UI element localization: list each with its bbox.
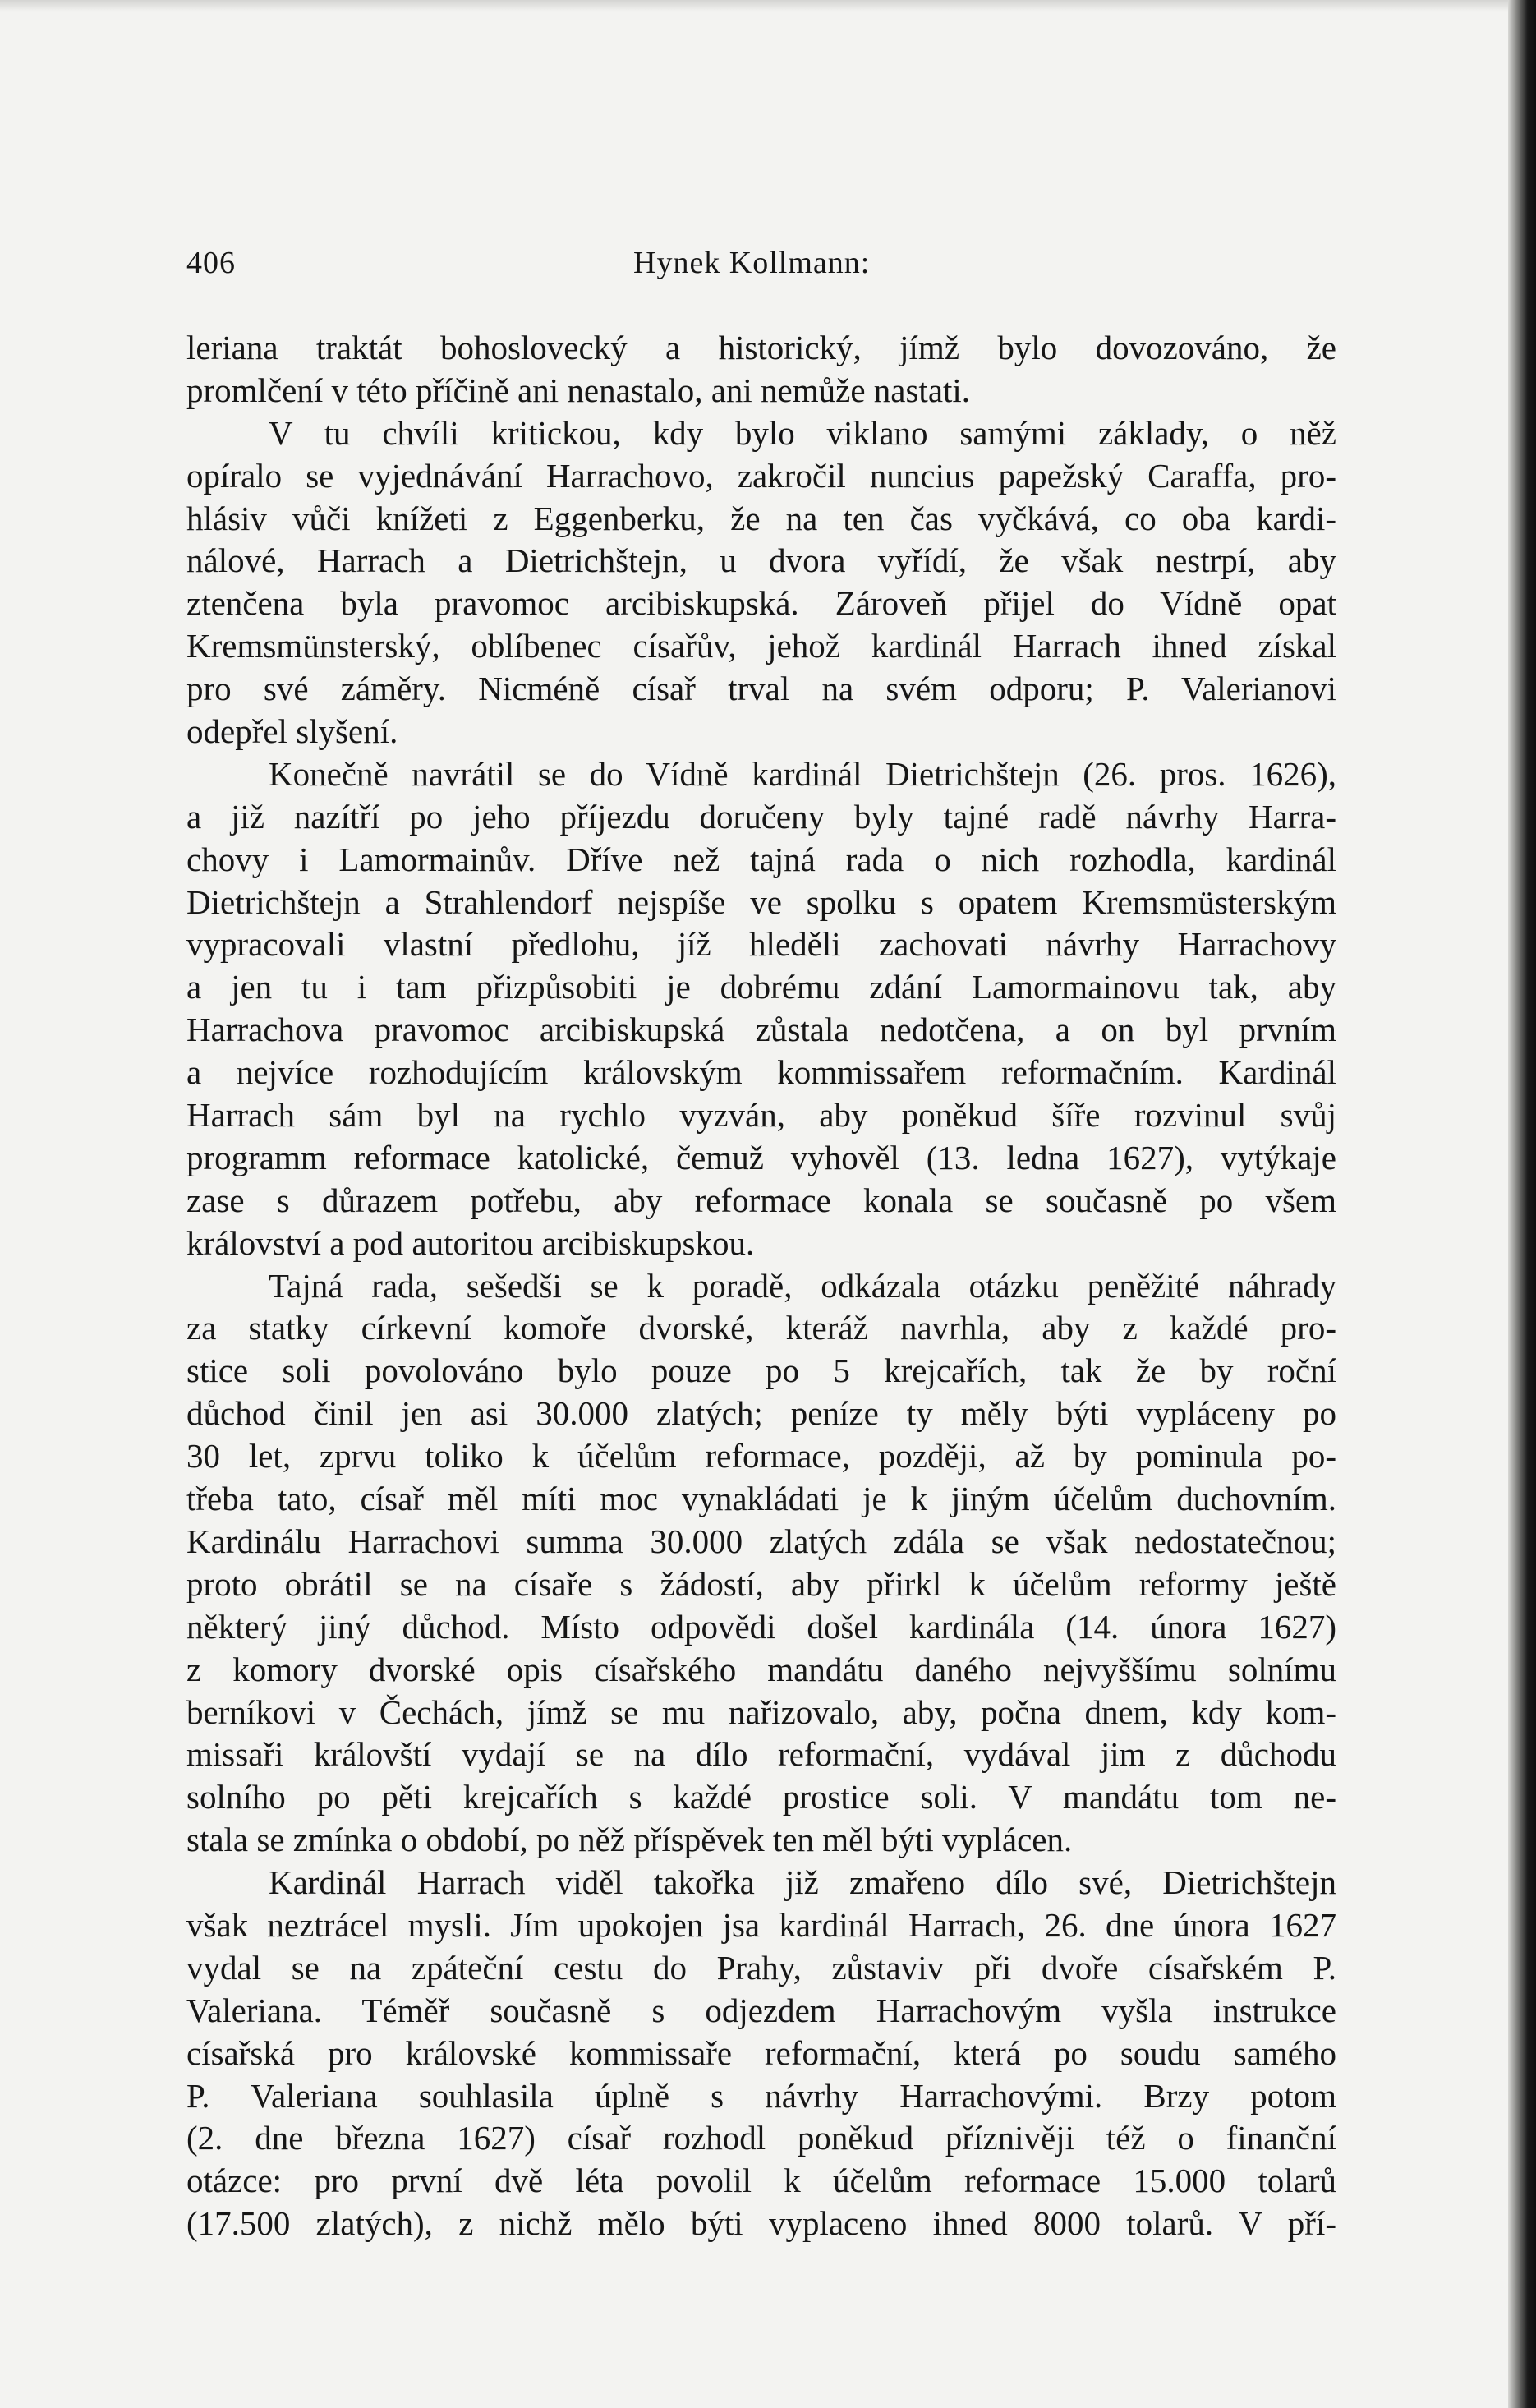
text-line: (2. dne března 1627) císař rozhodl poněkud příznivěji též o finanční bbox=[186, 2119, 1336, 2157]
text-line: leriana traktát bohoslovecký a historický, jímž bylo dovozováno, že bbox=[186, 329, 1336, 366]
text-line: promlčení v této příčině ani nenastalo, ani nemůže nastati. bbox=[186, 371, 971, 409]
text-line: vypracovali vlastní předlohu, jíž hleděli zachovati návrhy Harrachovy bbox=[186, 925, 1336, 964]
text-line: třeba tato, císař měl míti moc vynakládati je k jiným účelům duchovním. bbox=[186, 1480, 1336, 1518]
text-line: Kremsmünsterský, oblíbenec císařův, jehož kardinál Harrach ihned získal bbox=[186, 627, 1336, 665]
text-line: některý jiný důchod. Místo odpovědi došel kardinála (14. února 1627) bbox=[186, 1607, 1336, 1646]
page-number: 406 bbox=[186, 246, 236, 280]
text-line: z komory dvorské opis císařského mandátu daného nejvyššímu solnímu bbox=[186, 1650, 1336, 1688]
text-line: Kardinálu Harrachovi summa 30.000 zlatých zdála se však nedostatečnou; bbox=[186, 1522, 1336, 1560]
text-line: odepřel slyšení. bbox=[186, 712, 398, 751]
text-line: a nejvíce rozhodujícím královským kommissařem reformačním. Kardinál bbox=[186, 1053, 1336, 1092]
text-line: za statky církevní komoře dvorské, kteráž navrhla, aby z každé pro- bbox=[186, 1309, 1336, 1347]
text-line: a již nazítří po jeho příjezdu doručeny byly tajné radě návrhy Harra- bbox=[186, 797, 1336, 836]
text-line: císařská pro královské kommissaře reformační, která po soudu samého bbox=[186, 2033, 1336, 2072]
text-line: (17.500 zlatých), z nichž mělo býti vyplaceno ihned 8000 tolarů. V pří- bbox=[186, 2204, 1336, 2243]
text-line: solního po pěti krejcařích s každé prostice soli. V mandátu tom ne- bbox=[186, 1778, 1336, 1816]
text-line: Valeriana. Téměř současně s odjezdem Harrachovým vyšla instrukce bbox=[186, 1991, 1336, 2029]
text-line: však neztrácel mysli. Jím upokojen jsa kardinál Harrach, 26. dne února 1627 bbox=[186, 1905, 1336, 1944]
text-line: V tu chvíli kritickou, kdy bylo viklano samými základy, o něž bbox=[269, 413, 1336, 452]
text-line: království a pod autoritou arcibiskupskou. bbox=[186, 1223, 755, 1262]
text-line: stice soli povolováno bylo pouze po 5 krejcařích, tak že by roční bbox=[186, 1351, 1336, 1390]
text-line: ztenčena byla pravomoc arcibiskupská. Zároveň přijel do Vídně opat bbox=[186, 584, 1336, 623]
text-line: opíralo se vyjednávání Harrachovo, zakročil nuncius papežský Caraffa, pro- bbox=[186, 456, 1336, 495]
text-line: missaři královští vydají se na dílo reformační, vydával jim z důchodu bbox=[186, 1735, 1336, 1774]
text-line: vydal se na zpáteční cestu do Prahy, zůstaviv při dvoře císařském P. bbox=[186, 1948, 1336, 1987]
text-line: Konečně navrátil se do Vídně kardinál Dietrichštejn (26. pros. 1626), bbox=[269, 754, 1336, 793]
text-line: Dietrichštejn a Strahlendorf nejspíše ve spolku s opatem Kremsmüsterským bbox=[186, 882, 1336, 921]
text-line: Harrachova pravomoc arcibiskupská zůstala nedotčena, a on byl prvním bbox=[186, 1011, 1336, 1049]
running-title: Hynek Kollmann: bbox=[633, 246, 871, 280]
text-line: Harrach sám byl na rychlo vyzván, aby poněkud šíře rozvinul svůj bbox=[186, 1096, 1336, 1135]
text-line: P. Valeriana souhlasila úplně s návrhy Harrachovými. Brzy potom bbox=[186, 2076, 1336, 2115]
body-text bbox=[186, 327, 1336, 2245]
text-line: Tajná rada, sešedši se k poradě, odkázala otázku peněžité náhrady bbox=[269, 1266, 1336, 1305]
scan-top-edge bbox=[0, 0, 1536, 12]
text-line: Kardinál Harrach viděl takořka již zmařeno dílo své, Dietrichštejn bbox=[269, 1863, 1336, 1902]
text-line: a jen tu i tam přizpůsobiti je dobrému zdání Lamormainovu tak, aby bbox=[186, 968, 1336, 1006]
text-line: proto obrátil se na císaře s žádostí, aby přirkl k účelům reformy ještě bbox=[186, 1564, 1336, 1603]
text-line: nálové, Harrach a Dietrichštejn, u dvora vyřídí, že však nestrpí, aby bbox=[186, 541, 1336, 580]
text-line: berníkovi v Čechách, jímž se mu nařizovalo, aby, počna dnem, kdy kom- bbox=[186, 1692, 1336, 1731]
text-line: pro své záměry. Nicméně císař trval na svém odporu; P. Valerianovi bbox=[186, 670, 1336, 708]
page-header bbox=[186, 243, 1336, 283]
text-line: zase s důrazem potřebu, aby reformace konala se současně po všem bbox=[186, 1181, 1336, 1219]
text-line: programm reformace katolické, čemuž vyhověl (13. ledna 1627), vytýkaje bbox=[186, 1138, 1336, 1176]
scan-binding-shadow bbox=[1508, 0, 1536, 2408]
text-line: chovy i Lamormainův. Dříve než tajná rada o nich rozhodla, kardinál bbox=[186, 840, 1336, 878]
text-line: otázce: pro první dvě léta povolil k účelům reformace 15.000 tolarů bbox=[186, 2162, 1336, 2200]
text-line: důchod činil jen asi 30.000 zlatých; peníze ty měly býti vypláceny po bbox=[186, 1394, 1336, 1433]
text-line: stala se zmínka o období, po něž příspěvek ten měl býti vyplácen. bbox=[186, 1821, 1073, 1859]
text-line: 30 let, zprvu toliko k účelům reformace, později, až by pominula po- bbox=[186, 1437, 1336, 1476]
text-line: hlásiv vůči knížeti z Eggenberku, že na ten čas vyčkává, co oba kardi- bbox=[186, 499, 1336, 537]
